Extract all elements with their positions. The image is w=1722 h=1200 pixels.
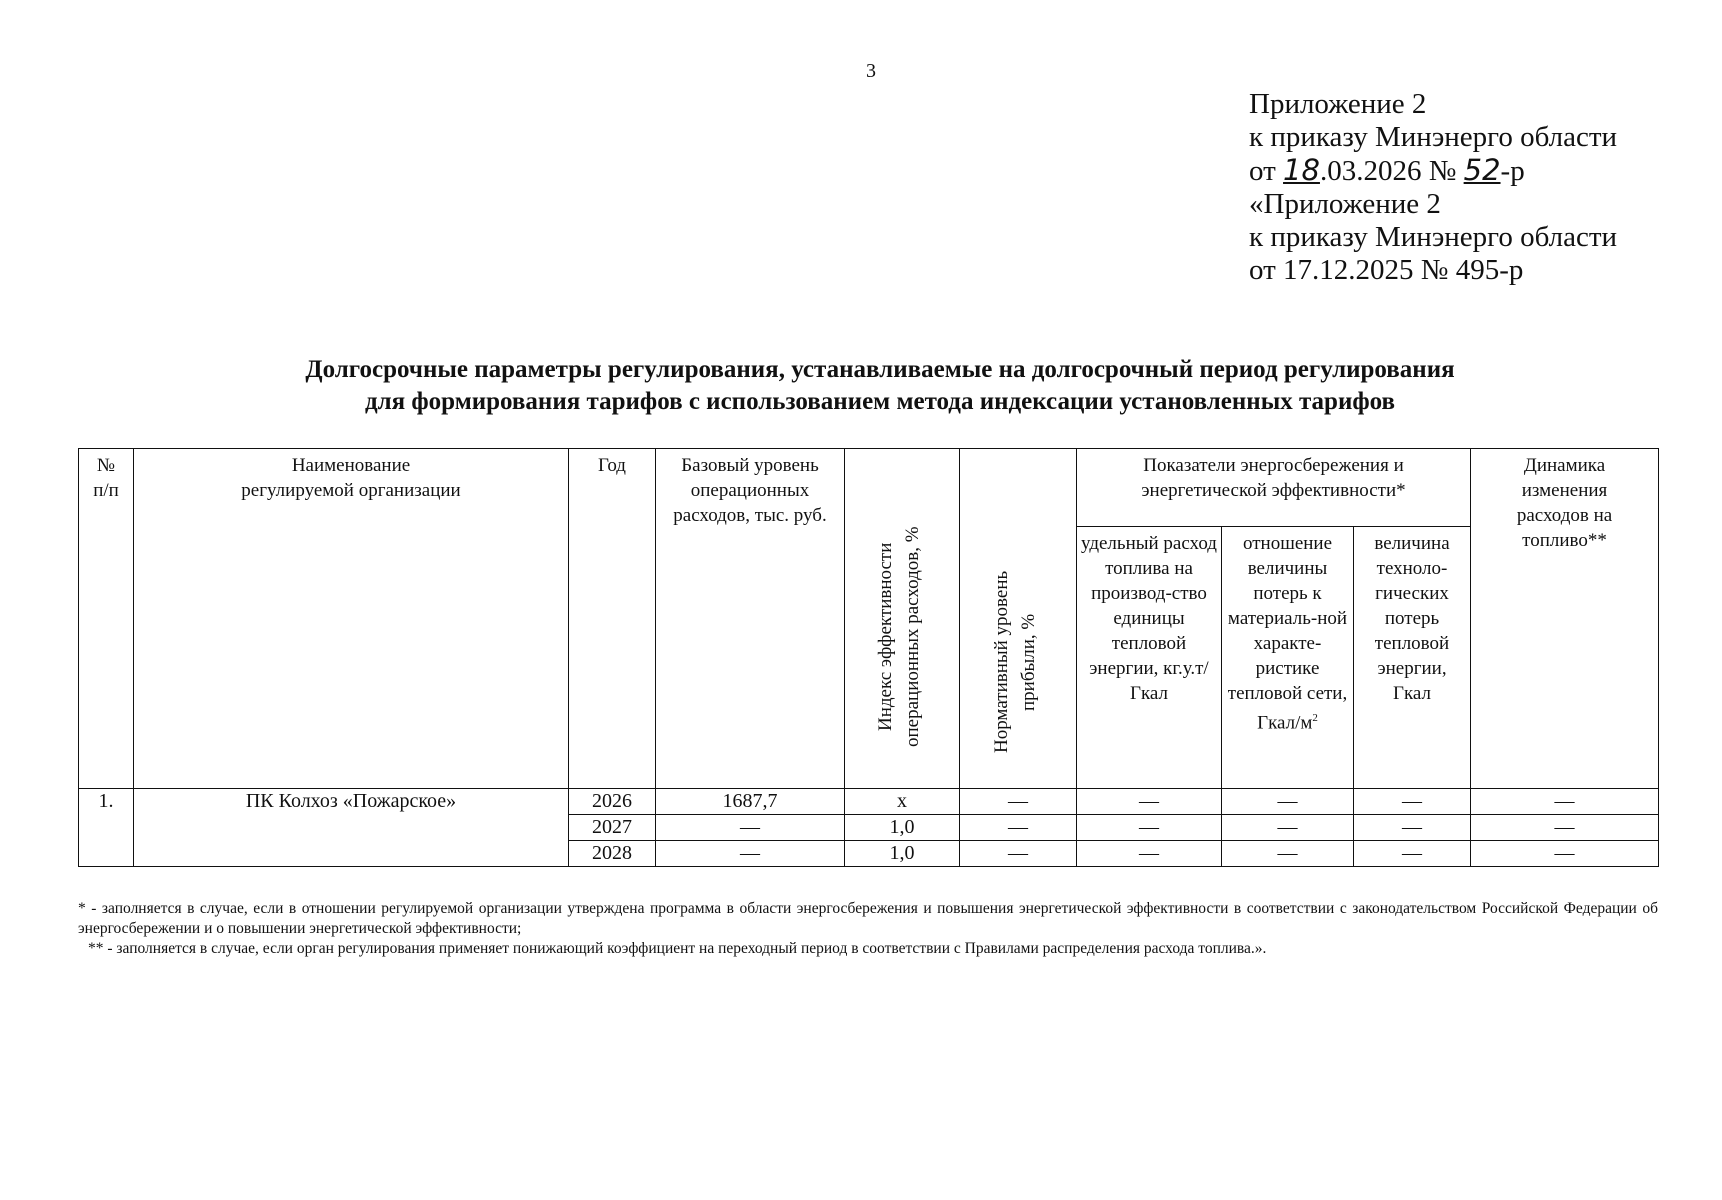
footnote-2: ** - заполняется в случае, если орган регулирования применяет понижающий коэффициент на переходный период в соответствии с Правилами распределения расхода топлива.». [88,940,1267,957]
header-org: Наименование регулируемой организации [134,449,569,789]
profit-cell: — [960,841,1077,867]
parameters-table [78,448,1659,867]
org-name: ПК Колхоз «Пожарское» [134,789,569,867]
appendix-line: Приложение 2 [1249,88,1427,120]
fuel-cell: — [1077,841,1222,867]
header-fuel-dynamics: Динамика изменения расходов на топливо** [1471,449,1659,789]
dynamics-cell: — [1471,841,1659,867]
header-efficiency-index: Индекс эффективности операционных расходов, % [845,449,960,789]
header-energy-group: Показатели энергосбережения и энергетической эффективности* [1077,449,1471,527]
header-year: Год [569,449,656,789]
losses-cell: — [1354,789,1471,815]
document-title [150,354,1610,418]
row-num: 1. [79,789,134,867]
base-cell: — [656,815,845,841]
profit-cell: — [960,789,1077,815]
year-cell: 2027 [569,815,656,841]
appendix-block [1249,88,1617,287]
header-profit-level: Нормативный уровень прибыли, % [960,449,1077,789]
header-tech-losses: величина техноло-гических потерь тепловой энергии, Гкал [1354,527,1471,789]
index-cell: 1,0 [845,815,960,841]
handwritten-number: 52 [1463,153,1501,187]
profit-cell: — [960,815,1077,841]
appendix-date-line: от 18.03.2026 № 52-р [1249,153,1525,187]
footnotes [78,899,1658,959]
losses-cell: — [1354,815,1471,841]
appendix-line: от 17.12.2025 № 495-р [1249,254,1524,286]
year-cell: 2028 [569,841,656,867]
fuel-cell: — [1077,789,1222,815]
table-row [79,789,1659,815]
appendix-line: «Приложение 2 [1249,188,1441,220]
year-cell: 2026 [569,789,656,815]
fuel-cell: — [1077,815,1222,841]
title-line: Долгосрочные параметры регулирования, устанавливаемые на долгосрочный период регулирования [305,356,1455,383]
dynamics-cell: — [1471,789,1659,815]
losses-cell: — [1354,841,1471,867]
base-cell: 1687,7 [656,789,845,815]
index-cell: х [845,789,960,815]
appendix-line: к приказу Минэнерго области [1249,121,1618,153]
dynamics-cell: — [1471,815,1659,841]
header-base-costs: Базовый уровень операционных расходов, тыс. руб. [656,449,845,789]
page-number: 3 [866,60,876,82]
header-num: № п/п [79,449,134,789]
handwritten-day: 18 [1283,153,1320,187]
loss-ratio-cell: — [1222,815,1354,841]
base-cell: — [656,841,845,867]
footnote-1: * - заполняется в случае, если в отношении регулируемой организации утверждена программа в области энергосбережения и повышения энергетической эффективности в соответствии с законодательством Российской Федерации об энергосбережении и о повышении энергетической эффективности; [78,900,1658,937]
index-cell: 1,0 [845,841,960,867]
header-loss-ratio: отношение величины потерь к материаль-ной характе-ристике тепловой сети, Гкал/$м^2$ [1222,527,1354,789]
loss-ratio-cell: — [1222,789,1354,815]
header-specific-fuel: удельный расход топлива на производ-ство единицы тепловой энергии, кг.у.т/Гкал [1077,527,1222,789]
loss-ratio-cell: — [1222,841,1354,867]
appendix-line: к приказу Минэнерго области [1249,221,1618,253]
title-line: для формирования тарифов с использованием метода индексации установленных тарифов [364,388,1396,415]
